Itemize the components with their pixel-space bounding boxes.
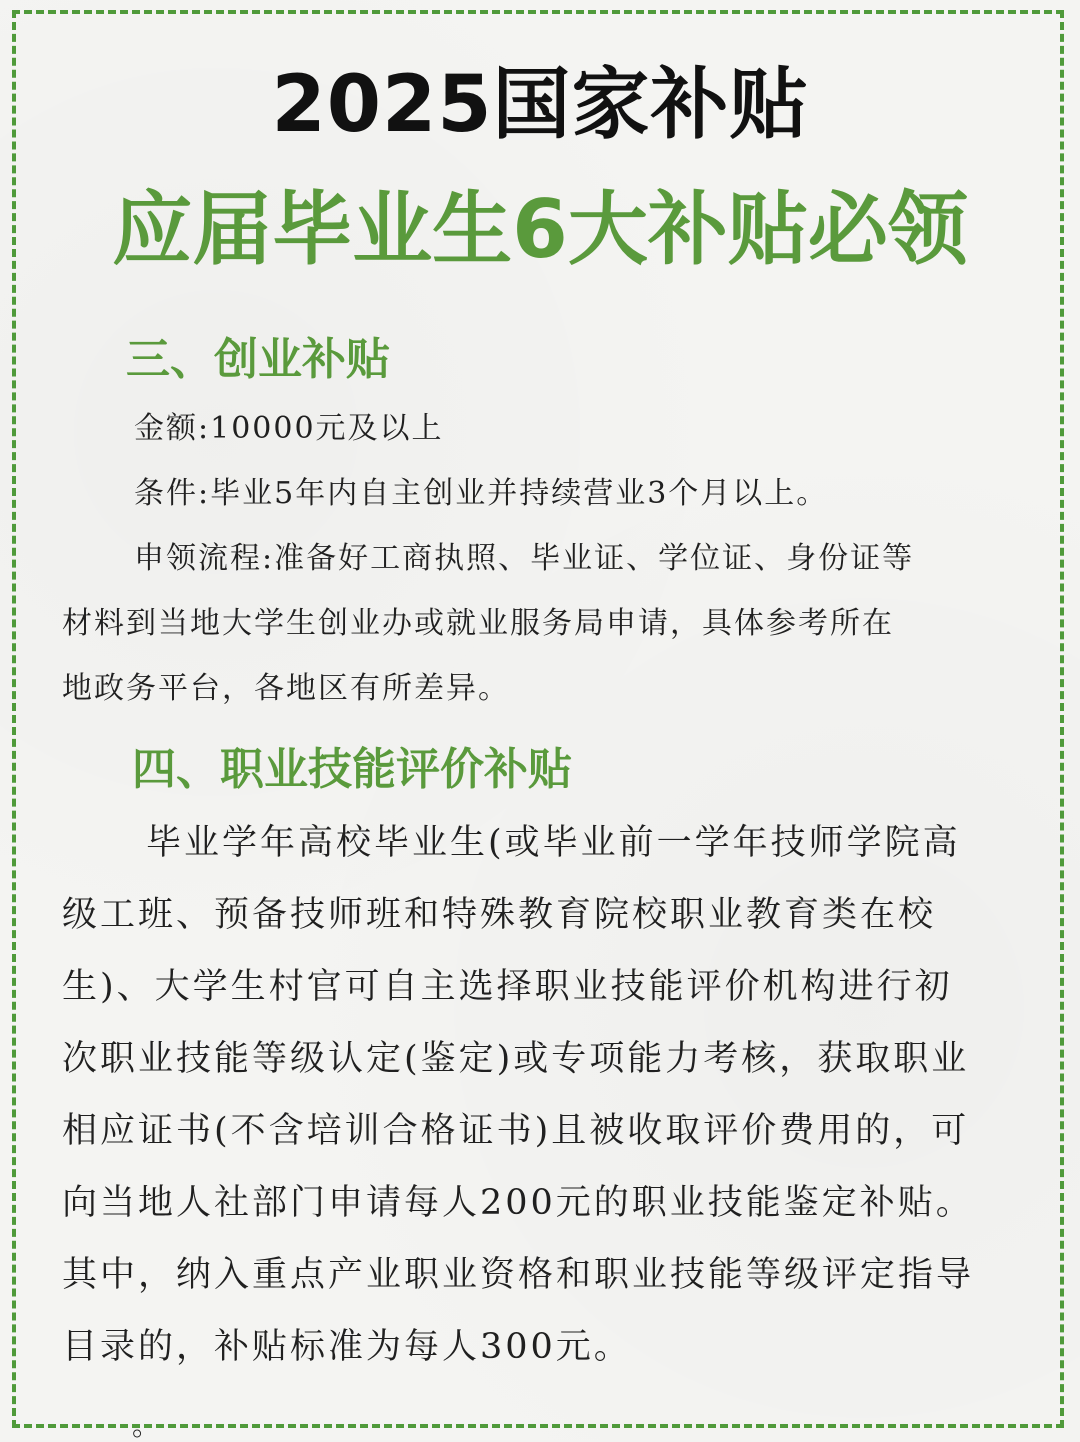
section-3-line: 材料到当地大学生创业办或就业服务局申请，具体参考所在 <box>62 606 894 641</box>
section-4-line: 次职业技能等级认定(鉴定)或专项能力考核，获取职业 <box>62 1039 970 1079</box>
section-4-line: 级工班、预备技师班和特殊教育院校职业教育类在校 <box>62 895 937 935</box>
main-title: 2025国家补贴 <box>271 60 809 150</box>
subtitle: 应届毕业生6大补贴必领 <box>112 183 968 276</box>
section-4-line: 向当地人社部门申请每人200元的职业技能鉴定补贴。 <box>62 1183 974 1223</box>
section-4-line: 生)、大学生村官可自主选择职业技能评价机构进行初 <box>62 967 953 1007</box>
section-3-line: 金额:10000元及以上 <box>134 411 444 446</box>
section-4-heading: 四、职业技能评价补贴 <box>132 744 572 795</box>
section-3-heading: 三、创业补贴 <box>126 334 390 385</box>
section-3-line: 条件:毕业5年内自主创业并持续营业3个月以上。 <box>134 476 829 511</box>
trailing-mark: 。 <box>132 1409 161 1442</box>
section-4-line: 相应证书(不含培训合格证书)且被收取评价费用的，可 <box>62 1111 970 1151</box>
section-3-line: 地政务平台，各地区有所差异。 <box>62 671 510 706</box>
section-3-line: 申领流程:准备好工商执照、毕业证、学位证、身份证等 <box>134 541 915 576</box>
section-4-line: 其中，纳入重点产业职业资格和职业技能等级评定指导 <box>62 1255 975 1295</box>
section-4-line: 目录的，补贴标准为每人300元。 <box>62 1327 632 1367</box>
section-4-line: 毕业学年高校毕业生(或毕业前一学年技师学院高 <box>146 823 961 863</box>
